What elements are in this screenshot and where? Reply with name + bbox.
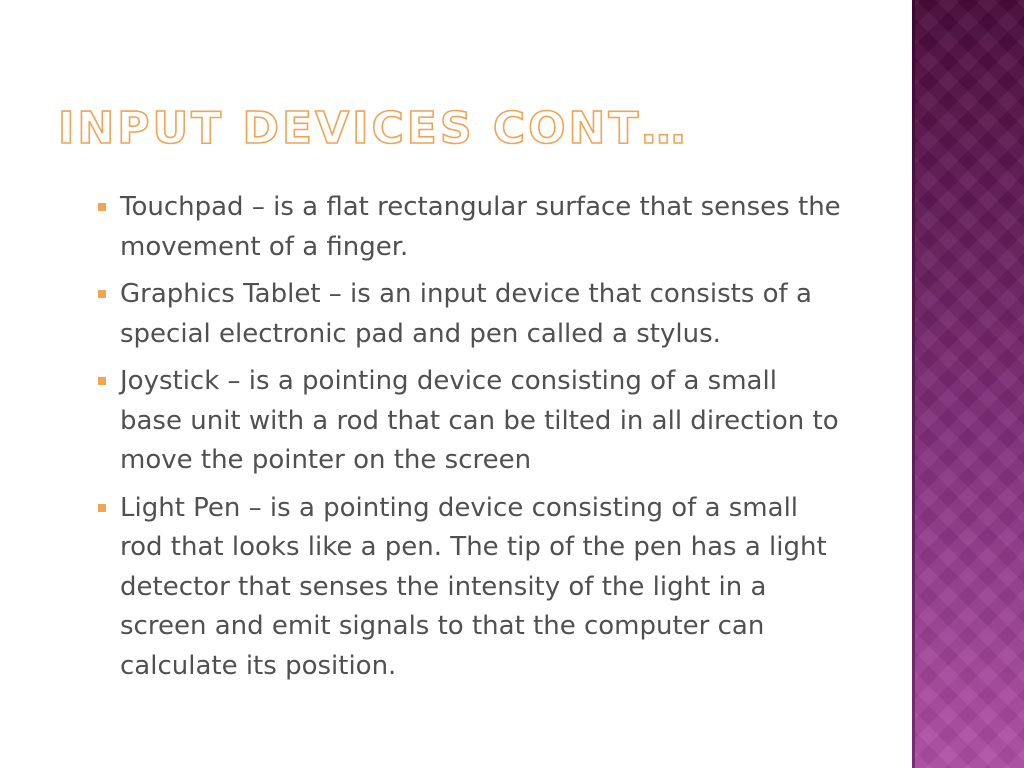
decorative-side-panel — [912, 0, 1024, 768]
bullet-text: Touchpad – is a flat rectangular surface that senses the movement of a finger. — [120, 192, 841, 262]
bullet-item-joystick — [96, 362, 846, 481]
bullet-text: Light Pen – is a pointing device consisting of a small rod that looks like a pen. The tip of the pen has a light detector that senses the intensity of the light in a screen and emit signals to that the computer can calculate its position. — [120, 492, 827, 681]
bullet-text: Joystick – is a pointing device consisting of a small base unit with a rod that can be tilted in all direction to move the pointer on the screen — [120, 366, 839, 475]
bullet-square-icon — [98, 504, 106, 512]
bullet-item-graphics-tablet — [96, 275, 846, 354]
side-panel-edge — [912, 0, 915, 768]
bullet-item-touchpad — [96, 188, 846, 267]
bullet-square-icon — [98, 203, 106, 211]
bullet-text: Graphics Tablet – is an input device that consists of a special electronic pad and pen called a stylus. — [120, 279, 812, 349]
bullet-list — [96, 188, 846, 694]
bullet-square-icon — [98, 290, 106, 298]
slide-title: INPUT DEVICES CONT… — [58, 103, 689, 154]
bullet-square-icon — [98, 377, 106, 385]
bullet-item-light-pen — [96, 489, 846, 687]
